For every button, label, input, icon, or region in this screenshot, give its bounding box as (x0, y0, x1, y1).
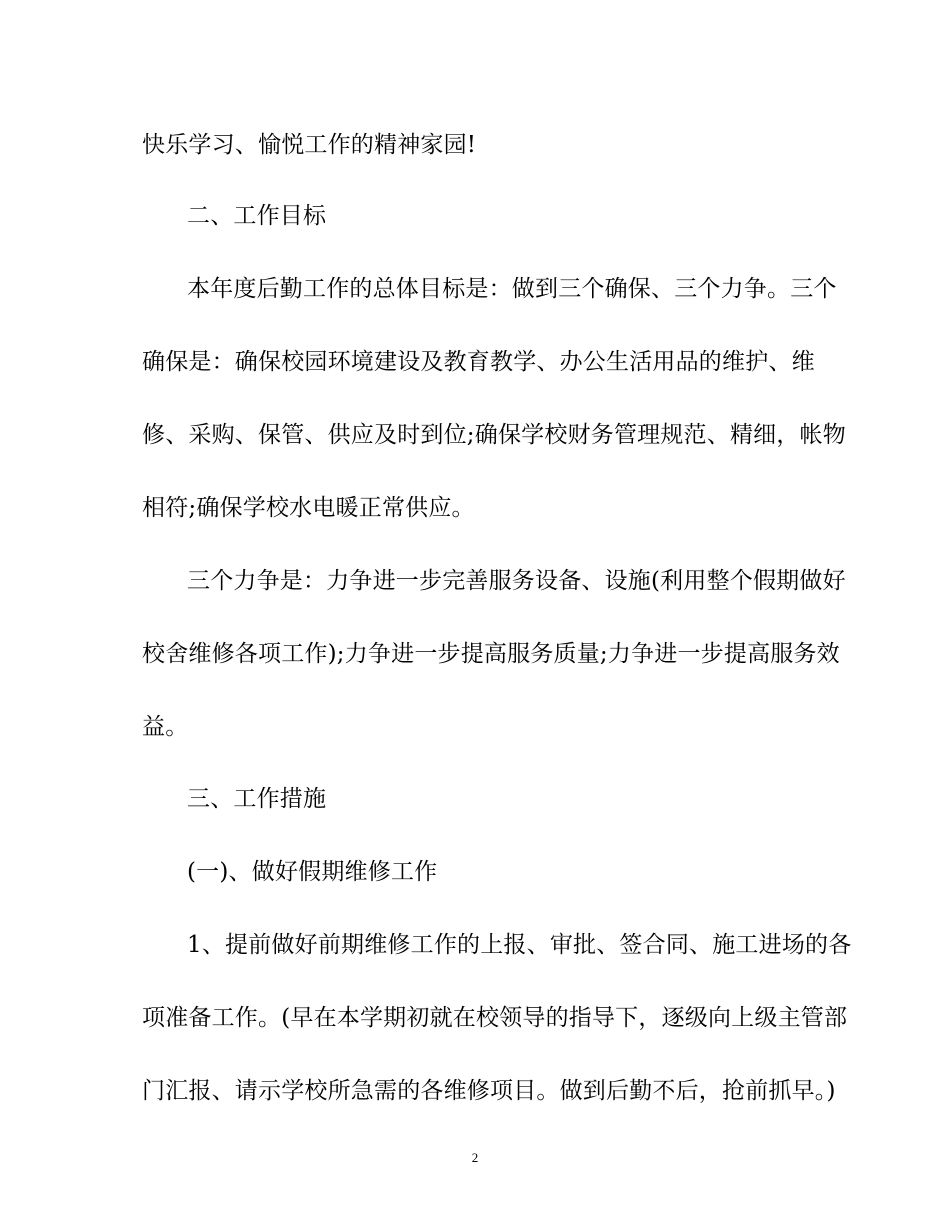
subsection-heading: (一)、做好假期维修工作 (187, 859, 438, 885)
body-text-line: 修、采购、保管、供应及时到位;确保学校财务管理规范、精细，帐物 (142, 422, 846, 448)
body-text-line: 项准备工作。(早在本学期初就在校领导的指导下，逐级向上级主管部 (142, 1005, 848, 1031)
body-text-line: 快乐学习、愉悦工作的精神家园! (142, 132, 477, 158)
body-text-line: 本年度后勤工作的总体目标是：做到三个确保、三个力争。三个 (187, 276, 837, 302)
body-text-line: 门汇报、请示学校所急需的各维修项目。做到后勤不后，抢前抓早。) (142, 1078, 836, 1104)
body-text-line: 三个力争是：力争进一步完善服务设备、设施(利用整个假期做好 (187, 568, 846, 594)
section-heading: 三、工作措施 (187, 786, 327, 812)
body-text-line: 相符;确保学校水电暖正常供应。 (142, 495, 475, 521)
body-text-line: 校舍维修各项工作);力争进一步提高服务质量;力争进一步提高服务效 (142, 641, 840, 667)
body-text-line: 1、提前做好前期维修工作的上报、审批、签合同、施工进场的各 (187, 932, 852, 958)
section-heading: 二、工作目标 (187, 203, 327, 229)
page-number: 2 (471, 1150, 479, 1165)
body-text-line: 益。 (142, 714, 189, 740)
body-text-line: 确保是：确保校园环境建设及教育教学、办公生活用品的维护、维 (142, 349, 815, 375)
